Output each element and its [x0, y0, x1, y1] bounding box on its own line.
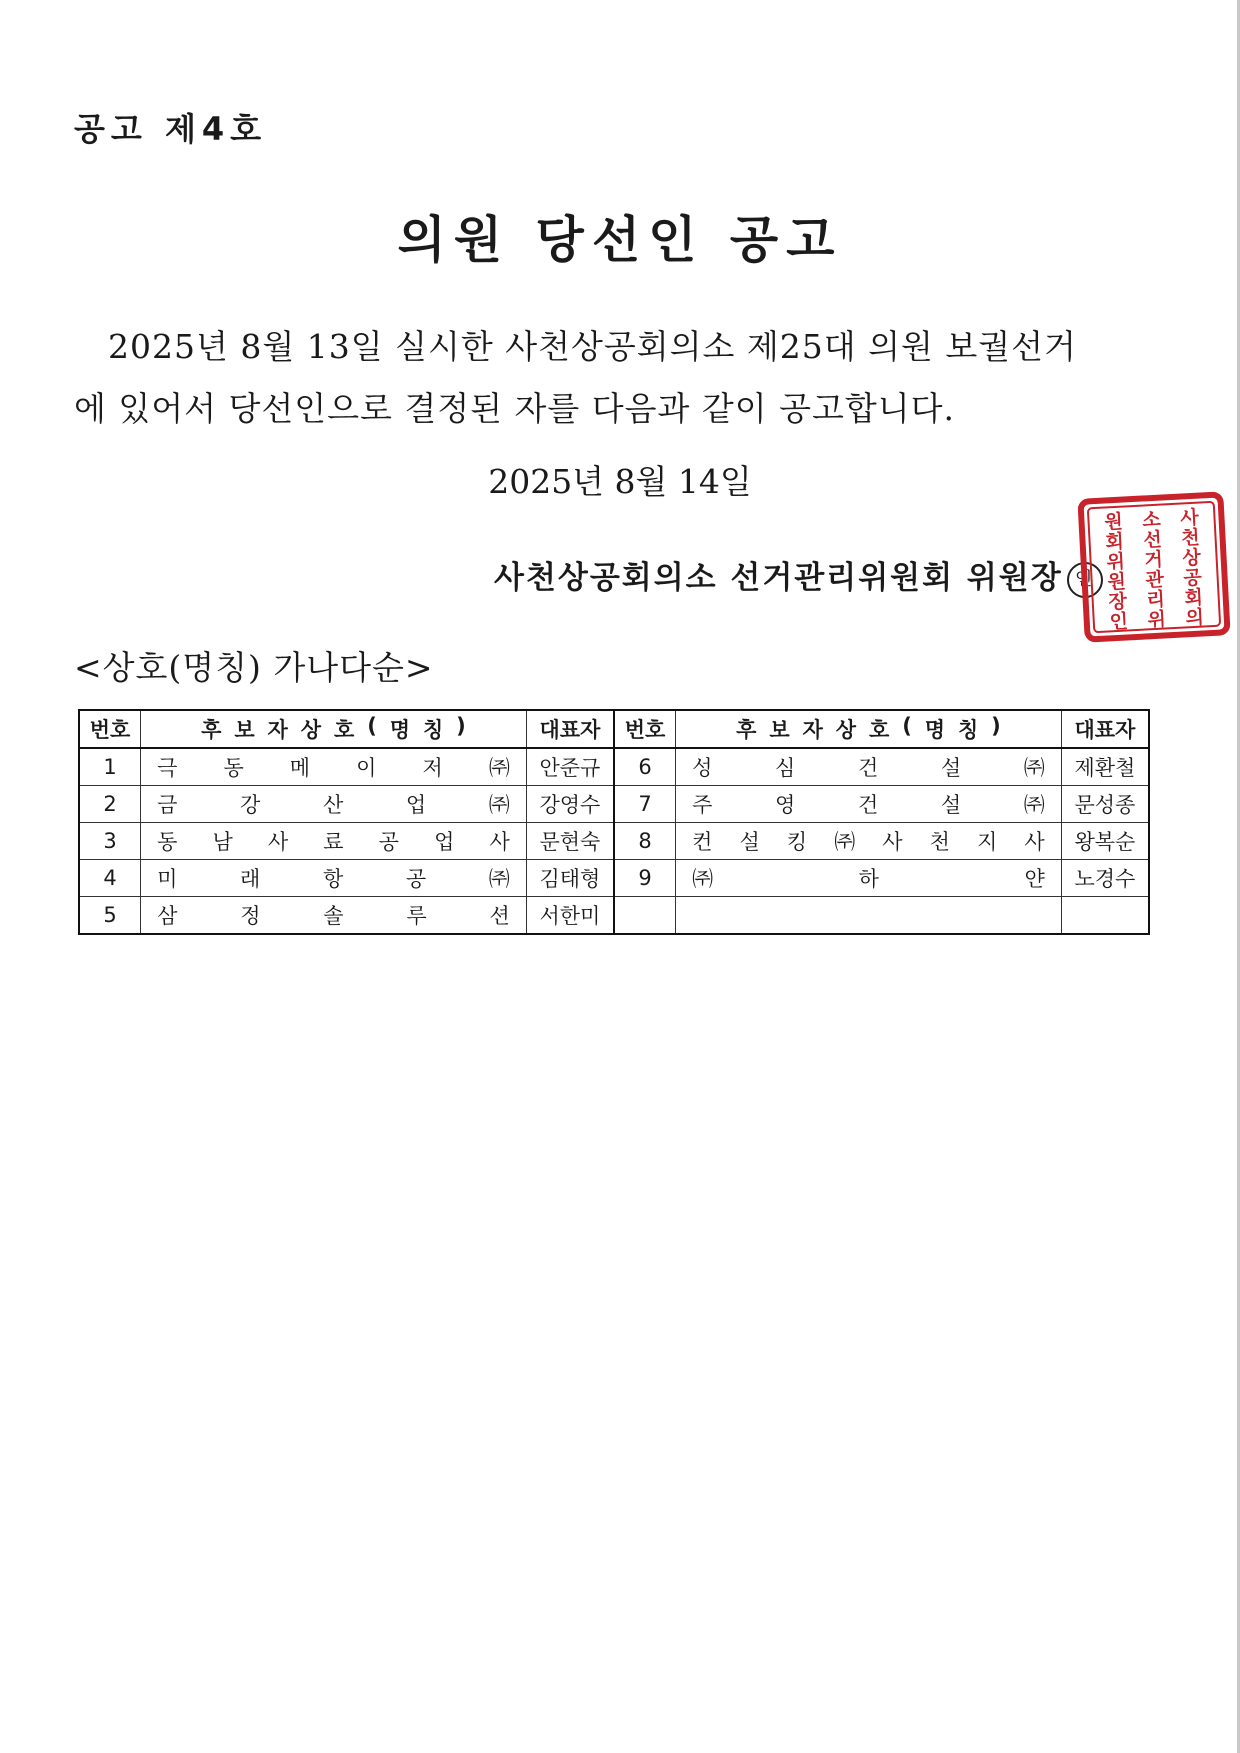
seal-glyph: 위 — [1105, 550, 1126, 574]
seal-glyph: 리 — [1145, 588, 1166, 612]
header-name-left-char: ( — [367, 714, 377, 738]
company-name — [141, 823, 527, 860]
header-name-right-char: 칭 — [957, 718, 979, 742]
row-no: 2 — [79, 786, 141, 823]
company-name-char: ㈜ — [488, 793, 510, 817]
header-name-right-spread — [676, 714, 1061, 744]
seal-glyph: 회 — [1104, 530, 1125, 554]
company-name-spread — [141, 752, 526, 782]
company-name-spread — [676, 863, 1061, 893]
company-name — [676, 823, 1062, 860]
company-name-char: 업 — [405, 793, 427, 817]
issuer-name: 사천상공회의소 선거관리위원회 위원장 — [494, 560, 1063, 596]
company-name-char: 심 — [775, 756, 796, 780]
company-name — [676, 748, 1062, 786]
company-name-char: 사 — [882, 830, 903, 854]
representative-name — [1061, 897, 1149, 935]
notice-body-text-1: 2025년 8월 13일 실시한 사천상공회의소 제25대 의원 보궐선거 — [108, 327, 1077, 366]
company-name-spread — [141, 789, 526, 819]
row-no: 5 — [79, 897, 141, 935]
company-name-char: 항 — [322, 867, 344, 891]
company-name — [141, 897, 527, 935]
company-name-char: 설 — [940, 756, 962, 780]
company-name — [676, 860, 1062, 897]
company-name-char: 공 — [378, 830, 399, 854]
seal-glyph: 소 — [1141, 508, 1162, 532]
company-name-char: 컨 — [692, 830, 713, 854]
header-rep-left: 대표자 — [526, 710, 614, 748]
company-name-char: 동 — [223, 756, 244, 780]
row-no: 7 — [614, 786, 676, 823]
company-name-char: 영 — [775, 793, 796, 817]
seal-glyph: 회 — [1183, 586, 1204, 610]
notice-body — [74, 316, 1150, 440]
company-name-char: 사 — [489, 830, 510, 854]
notice-body-line-2: 에 있어서 당선인으로 결정된 자를 다음과 같이 공고합니다. — [74, 389, 955, 428]
row-no: 9 — [614, 860, 676, 897]
company-name-char: ㈜ — [1023, 756, 1045, 780]
company-name-char: 얀 — [1024, 867, 1045, 891]
table-row — [79, 823, 1149, 860]
header-name-left-spread — [141, 714, 526, 744]
header-name-left-char: 후 — [201, 718, 222, 742]
company-name-char: 업 — [434, 830, 455, 854]
seal-glyph: 공 — [1182, 566, 1203, 590]
company-name-char: 설 — [739, 830, 760, 854]
header-name-left-char: 명 — [389, 718, 411, 742]
company-name-char: 저 — [422, 756, 443, 780]
seal-glyph: 선 — [1142, 528, 1163, 552]
header-name-left-char: 칭 — [422, 718, 444, 742]
representative-name: 김태형 — [526, 860, 614, 897]
header-name-left-char: 호 — [333, 718, 355, 742]
header-name-left — [141, 710, 527, 748]
company-name-char: 천 — [929, 830, 950, 854]
row-no: 8 — [614, 823, 676, 860]
company-name-char: 사 — [1024, 830, 1045, 854]
representative-name: 문현숙 — [526, 823, 614, 860]
header-name-right-char: 후 — [736, 718, 757, 742]
company-name-spread — [141, 900, 526, 930]
company-name — [141, 860, 527, 897]
company-name-char: 지 — [977, 830, 998, 854]
company-name-char: 정 — [240, 904, 261, 928]
row-no — [614, 897, 676, 935]
seal-glyph: 의 — [1184, 606, 1205, 630]
company-name-char: 루 — [406, 904, 427, 928]
seal-glyph: 인 — [1109, 610, 1129, 634]
company-name-char: ㈜ — [488, 867, 510, 891]
notice-date: 2025년 8월 14일 — [488, 462, 752, 501]
company-name-char: 동 — [157, 830, 178, 854]
seal-glyph: 원 — [1106, 570, 1127, 594]
company-name-char: 건 — [857, 756, 879, 780]
seal-glyph: 장 — [1108, 590, 1128, 614]
header-name-right-char: ( — [902, 714, 912, 738]
header-name-right-char: ) — [991, 714, 1001, 738]
order-note: <상호(명칭) 가나다순> — [74, 648, 434, 687]
company-name-char: 삼 — [157, 904, 178, 928]
table-row — [79, 860, 1149, 897]
representative-name: 왕복순 — [1061, 823, 1149, 860]
seal-glyph: 거 — [1143, 548, 1164, 572]
company-name-char: 금 — [157, 793, 178, 817]
company-name-char: ㈜ — [1023, 793, 1045, 817]
company-name-char: 이 — [356, 756, 377, 780]
company-name-char: 주 — [692, 793, 713, 817]
company-name-char: 공 — [405, 867, 427, 891]
company-name — [676, 897, 1062, 935]
company-name-char: 건 — [857, 793, 879, 817]
representative-name: 노경수 — [1061, 860, 1149, 897]
company-name-char: 료 — [323, 830, 344, 854]
header-name-left-char: 자 — [267, 718, 288, 742]
company-name-char: 산 — [322, 793, 344, 817]
company-name-char: 사 — [267, 830, 289, 854]
row-no: 4 — [79, 860, 141, 897]
header-name-right-char: 보 — [769, 718, 790, 742]
seal-glyph: 천 — [1180, 526, 1201, 550]
page-title: 의원 당선인 공고 — [397, 211, 843, 269]
representative-name: 문성종 — [1061, 786, 1149, 823]
header-name-left-char: 보 — [234, 718, 255, 742]
row-no: 3 — [79, 823, 141, 860]
header-name-left-char: ) — [456, 714, 466, 738]
issuer-line — [494, 552, 1103, 598]
table-header-row — [79, 710, 1149, 748]
seal-placeholder-mark: 인 — [1067, 562, 1103, 598]
company-name-char: ㈜ — [488, 756, 510, 780]
seal-glyph: 위 — [1147, 608, 1167, 632]
company-name-spread — [676, 752, 1061, 782]
official-seal-stamp — [1076, 490, 1231, 644]
seal-glyph: 상 — [1181, 546, 1202, 570]
seal-glyph: 원 — [1103, 510, 1124, 534]
notice-number: 공고 제4호 — [74, 110, 268, 148]
company-name-char: ㈜ — [692, 867, 714, 891]
elected-members-table — [78, 709, 1150, 935]
table-row — [79, 897, 1149, 935]
company-name-char: 설 — [940, 793, 962, 817]
header-no-left: 번호 — [79, 710, 141, 748]
company-name-char: 솔 — [323, 904, 344, 928]
header-rep-right: 대표자 — [1061, 710, 1149, 748]
company-name-spread — [141, 826, 526, 856]
company-name-char: 션 — [489, 904, 510, 928]
representative-name: 강영수 — [526, 786, 614, 823]
row-no: 1 — [79, 748, 141, 786]
company-name-char: 킹 — [786, 830, 808, 854]
header-name-right-char: 자 — [802, 718, 823, 742]
company-name-spread — [141, 863, 526, 893]
company-name — [141, 786, 527, 823]
representative-name: 안준규 — [526, 748, 614, 786]
header-name-right-char: 상 — [835, 718, 857, 742]
row-no: 6 — [614, 748, 676, 786]
representative-name: 서한미 — [526, 897, 614, 935]
company-name-char: 강 — [240, 793, 261, 817]
header-no-right: 번호 — [614, 710, 676, 748]
company-name-char: 미 — [157, 867, 178, 891]
table-row — [79, 748, 1149, 786]
company-name-char: 극 — [157, 756, 178, 780]
seal-glyph: 사 — [1179, 506, 1200, 530]
company-name-char: 성 — [692, 756, 713, 780]
representative-name: 제환철 — [1061, 748, 1149, 786]
header-name-left-char: 상 — [300, 718, 322, 742]
company-name-char: 메 — [289, 756, 311, 780]
company-name-char: 남 — [212, 830, 233, 854]
company-name — [141, 748, 527, 786]
company-name-spread — [676, 826, 1061, 856]
header-name-right-char: 호 — [868, 718, 890, 742]
notice-body-line-1 — [74, 316, 1150, 378]
company-name-char: 래 — [240, 867, 261, 891]
header-name-right — [676, 710, 1062, 748]
seal-glyph: 관 — [1144, 568, 1165, 592]
company-name-char: ㈜ — [834, 830, 856, 854]
company-name-char: 하 — [858, 867, 879, 891]
table-row — [79, 786, 1149, 823]
header-name-right-char: 명 — [924, 718, 946, 742]
company-name-spread — [676, 789, 1061, 819]
company-name — [676, 786, 1062, 823]
